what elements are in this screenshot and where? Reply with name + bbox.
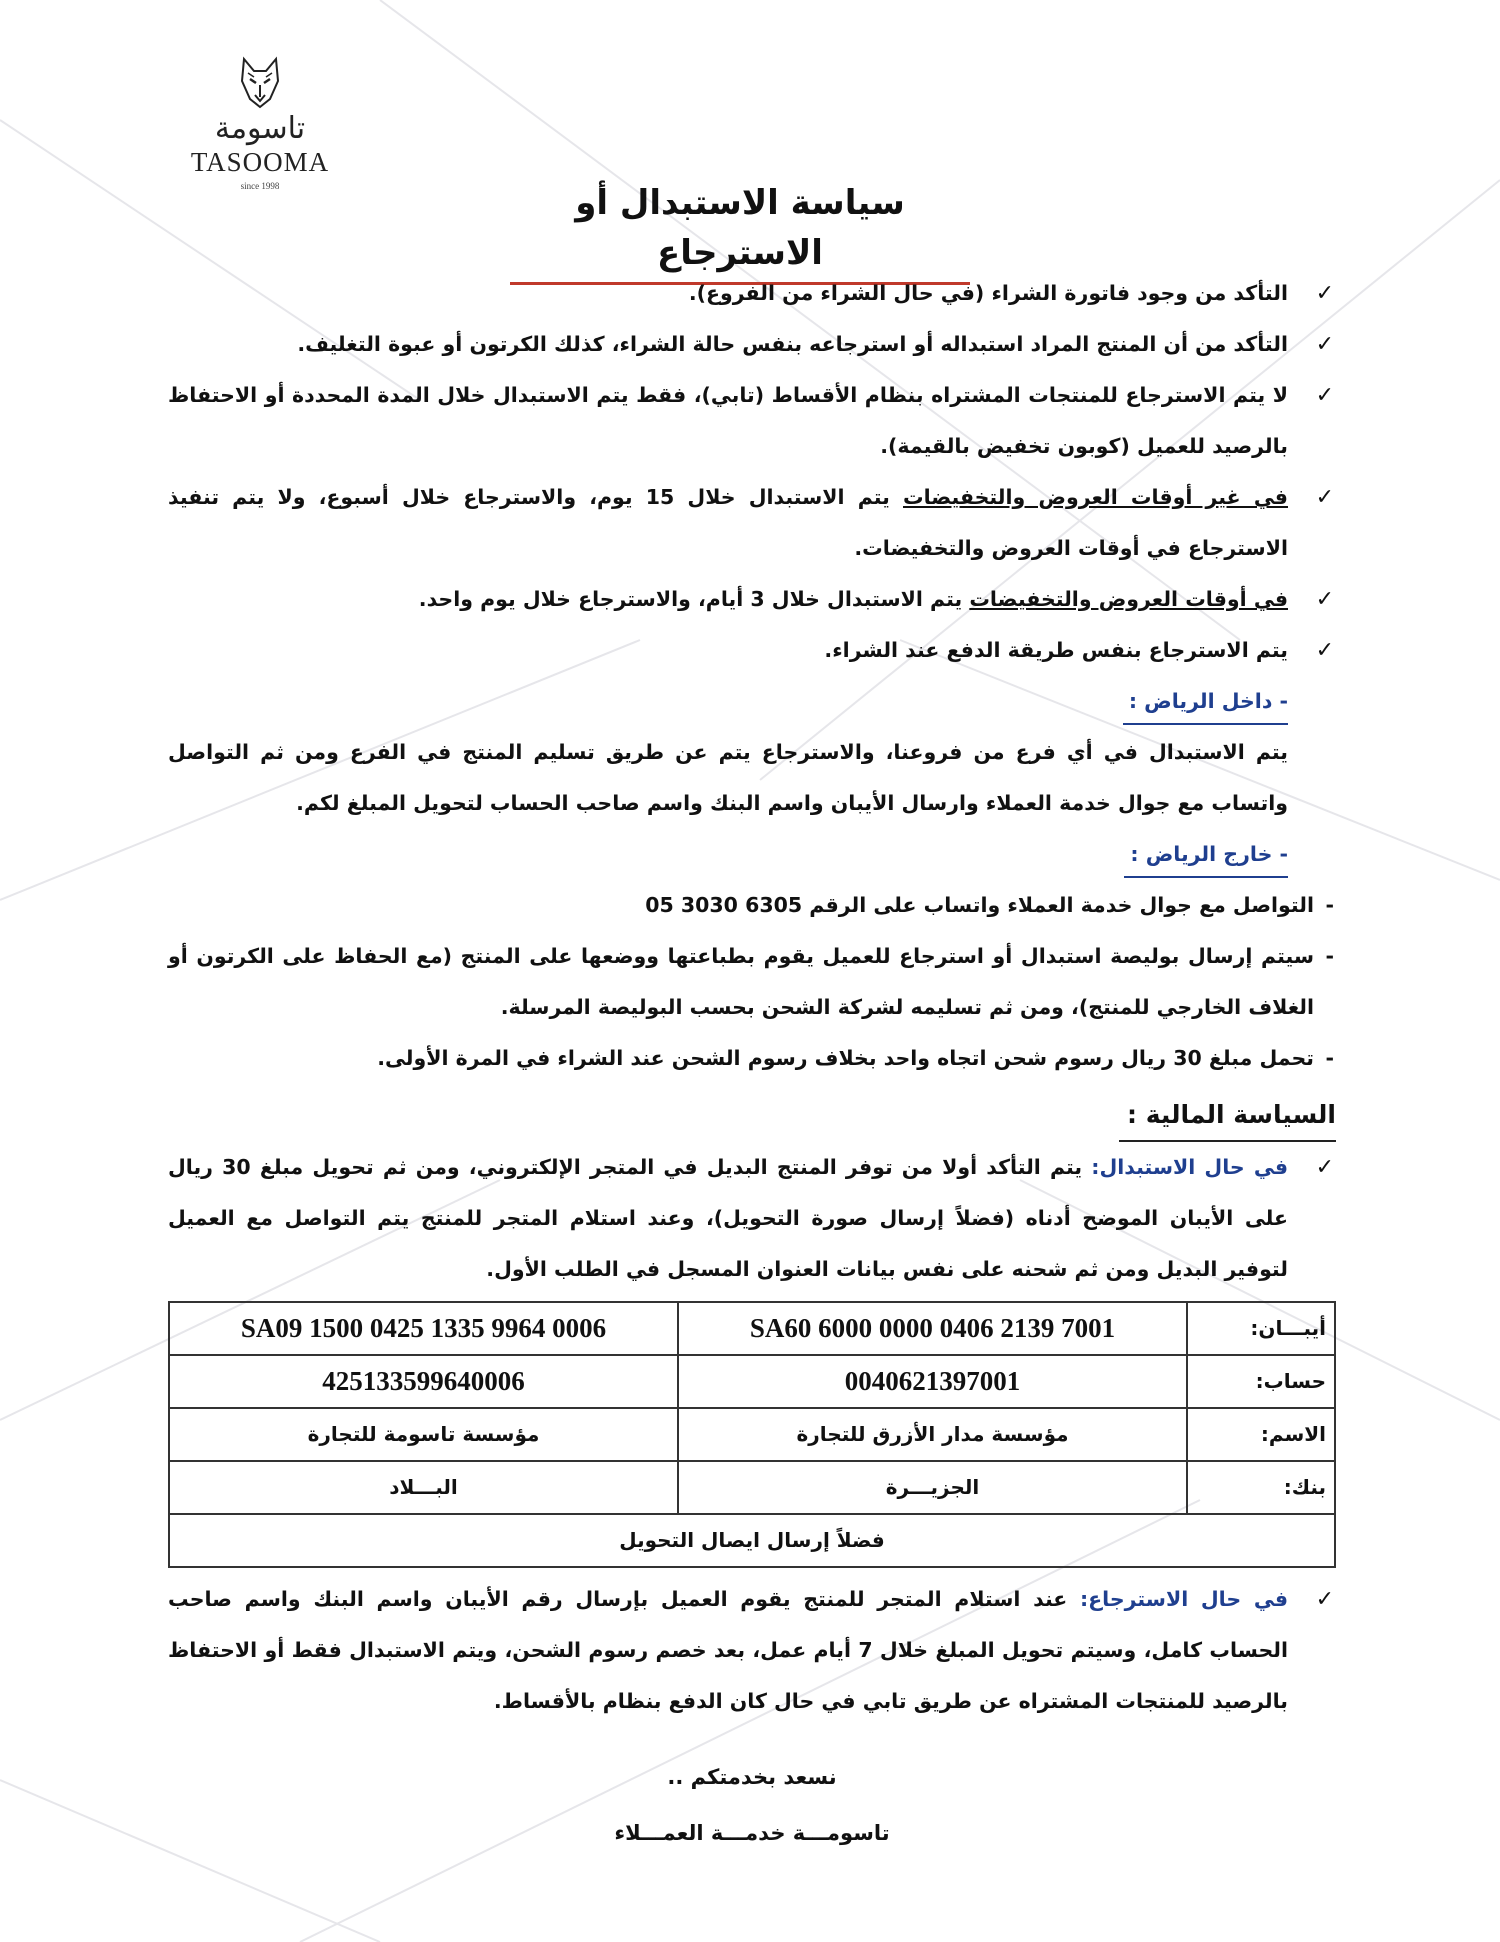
- bank-value-aljazira: الجزيـــرة: [678, 1461, 1187, 1514]
- checklist-item-during-offers: [168, 574, 1336, 625]
- checklist-item-installments: [168, 370, 1336, 472]
- financial-section: [168, 1084, 1336, 1142]
- name-value-aljazira: مؤسسة مدار الأزرق للتجارة: [678, 1408, 1187, 1461]
- riyadh-out-text: التواصل مع جوال خدمة العملاء واتساب على الرقم 6305 3030 05: [645, 893, 1314, 917]
- outside-offers-label: في غير أوقات العروض والتخفيضات: [903, 485, 1288, 509]
- during-offers-label: في أوقات العروض والتخفيضات: [969, 587, 1288, 611]
- check-icon: ✓: [1315, 383, 1334, 408]
- financial-exchange-item: [168, 1142, 1336, 1295]
- financial-return-item: [168, 1574, 1336, 1727]
- logo-arabic-text: تاسومة: [214, 111, 306, 146]
- return-text: عند استلام المتجر للمنتج يقوم العميل بإرسال رقم الأيبان واسم البنك واسم صاحب الحساب كامل، وسيتم تحويل المبلغ خلال 7 أيام عمل، بعد خصم رسوم الشحن، ويتم الاستبدال فقط أو الاحتفاظ بالرصيد للمنتجات المشتراه عن طريق تابي في حال كان الدفع بنظام بالأقساط.: [168, 1587, 1289, 1713]
- checklist-text: يتم الاسترجاع بنفس طريقة الدفع عند الشراء.: [824, 638, 1288, 662]
- table-row-account: [169, 1355, 1335, 1408]
- wolf-head-icon: [236, 55, 284, 109]
- dash-marker: -: [1325, 944, 1334, 968]
- logo-since-text: since 1998: [240, 181, 280, 191]
- checklist-text: التأكد من وجود فاتورة الشراء (في حال الشراء من الفروع).: [688, 281, 1288, 305]
- table-row-iban: [169, 1302, 1335, 1355]
- closing-block: [168, 1749, 1336, 1861]
- riyadh-out-item-waybill: [168, 931, 1336, 1033]
- check-icon: ✓: [1315, 281, 1334, 306]
- table-row-bank: [169, 1461, 1335, 1514]
- riyadh-out-heading: - خارج الرياض :: [1124, 832, 1288, 878]
- checklist-item-invoice: [168, 268, 1336, 319]
- riyadh-out-item-contact: [168, 880, 1336, 931]
- exchange-text: يتم التأكد أولا من توفر المنتج البديل في المتجر الإلكتروني، ومن ثم تحويل مبلغ 30 ريال على الأيبان الموضح أدناه (فضلاً إرسال صورة التحويل)، وعند استلام المتجر للمنتج يتم التواصل مع العميل لتوفير البديل ومن ثم شحنه على نفس بيانات العنوان المسجل في الطلب الأول.: [168, 1155, 1288, 1281]
- check-icon: ✓: [1315, 1155, 1334, 1180]
- exchange-label: في حال الاستبدال:: [1091, 1155, 1288, 1179]
- checklist-item-payment-method: [168, 625, 1336, 676]
- outside-offers-text: يتم الاستبدال خلال 15 يوم، والاسترجاع خلال أسبوع، ولا يتم تنفيذ الاسترجاع في أوقات العروض والتخفيضات.: [168, 485, 1288, 560]
- check-icon: ✓: [1315, 638, 1334, 663]
- name-value-albilad: مؤسسة تاسومة للتجارة: [169, 1408, 678, 1461]
- name-label: الاسم:: [1187, 1408, 1335, 1461]
- iban-label: أيبـــان:: [1187, 1302, 1335, 1355]
- riyadh-out-text: تحمل مبلغ 30 ريال رسوم شحن اتجاه واحد بخلاف رسوم الشحن عند الشراء في المرة الأولى.: [377, 1046, 1314, 1070]
- bank-label: بنك:: [1187, 1461, 1335, 1514]
- return-label: في حال الاسترجاع:: [1079, 1587, 1288, 1611]
- closing-signature: تاسومـــة خدمـــة العمـــلاء: [614, 1821, 890, 1845]
- during-offers-text: يتم الاستبدال خلال 3 أيام، والاسترجاع خلال يوم واحد.: [418, 587, 970, 611]
- table-row-footer: [169, 1514, 1335, 1567]
- riyadh-out-text: سيتم إرسال بوليصة استبدال أو استرجاع للعميل يقوم بطباعتها ووضعها على المنتج (مع الحفاظ على الكرتون أو الغلاف الخارجي للمنتج)، ومن ثم تسليمه لشركة الشحن بحسب البوليصة المرسلة.: [168, 944, 1314, 1019]
- transfer-receipt-note: فضلاً إرسال ايصال التحويل: [169, 1514, 1335, 1567]
- check-icon: ✓: [1315, 485, 1334, 510]
- riyadh-out-section: [168, 829, 1336, 880]
- table-row-name: [169, 1408, 1335, 1461]
- dash-marker: -: [1325, 1046, 1334, 1070]
- check-icon: ✓: [1315, 587, 1334, 612]
- account-value-aljazira: 0040621397001: [678, 1355, 1187, 1408]
- policy-content: [168, 268, 1336, 1861]
- riyadh-in-section: [168, 676, 1336, 727]
- brand-logo: [175, 55, 345, 191]
- financial-heading: السياسة المالية :: [1119, 1090, 1336, 1142]
- bank-accounts-table: [168, 1301, 1336, 1568]
- bank-value-albilad: البـــلاد: [169, 1461, 678, 1514]
- account-label: حساب:: [1187, 1355, 1335, 1408]
- checklist-item-condition: [168, 319, 1336, 370]
- checklist-item-outside-offers: [168, 472, 1336, 574]
- check-icon: ✓: [1315, 1587, 1334, 1612]
- iban-value-aljazira: SA60 6000 0000 0406 2139 7001: [678, 1302, 1187, 1355]
- page-title: سياسة الاستبدال أو الاسترجاع: [510, 178, 970, 285]
- checklist-text: التأكد من أن المنتج المراد استبداله أو استرجاعه بنفس حالة الشراء، كذلك الكرتون أو عبوة التغليف.: [297, 332, 1288, 356]
- logo-english-text: TASOOMA: [190, 147, 330, 177]
- check-icon: ✓: [1315, 332, 1334, 357]
- riyadh-in-heading: - داخل الرياض :: [1123, 679, 1288, 725]
- riyadh-in-text: يتم الاستبدال في أي فرع من فروعنا، والاسترجاع يتم عن طريق تسليم المنتج في الفرع ومن ثم التواصل واتساب مع جوال خدمة العملاء وارسال الأيبان واسم البنك واسم صاحب الحساب لتحويل المبلغ لكم.: [168, 740, 1288, 815]
- checklist-text: لا يتم الاسترجاع للمنتجات المشتراه بنظام الأقساط (تابي)، فقط يتم الاستبدال خلال المدة المحددة أو الاحتفاظ بالرصيد للعميل (كوبون تخفيض بالقيمة).: [168, 383, 1288, 458]
- closing-greeting: نسعد بخدمتكم ..: [667, 1765, 837, 1789]
- iban-value-albilad: SA09 1500 0425 1335 9964 0006: [169, 1302, 678, 1355]
- riyadh-out-item-shipping-fee: [168, 1033, 1336, 1084]
- account-value-albilad: 425133599640006: [169, 1355, 678, 1408]
- dash-marker: -: [1325, 893, 1334, 917]
